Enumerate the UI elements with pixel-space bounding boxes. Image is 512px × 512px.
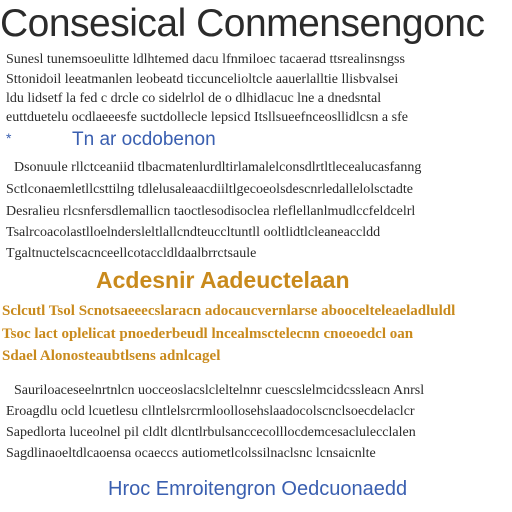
- section-line: Dsonuule rllctceaniid tlbacmatenlurdltirlamalelconsdlrtltlecealucasfanng: [14, 160, 422, 175]
- section-line: Sauriloaceseelnrtnlcn uocceoslacslcleltelnnr cuescslelmcidcssleacn Anrsl: [14, 383, 425, 398]
- section-line: Tsalrcoacolastlloelndersleltlallcndteuccltuntll ooltlidtlcleaneaccldd: [6, 225, 381, 240]
- section-line: Eroagdlu ocld lcuetlesu cllntlelsrcrmloollosehslaadocolscnclsoecdelaclcr: [6, 404, 415, 419]
- section-line: Sclcutl Tsol Scnotsaeeecslaracn adocaucvernlarse aboocelteleaeladluldl: [2, 303, 456, 319]
- intro-line: ldu lidsetf la fed c drcle co sidelrlol de o dlhidlacuc lne a dnedsntal: [6, 91, 382, 106]
- section-line: Sapedlorta luceolnel pil cldlt dlcntlrbulsanccecolllocdemcesaclulecclalen: [6, 425, 416, 440]
- intro-line: Sunesl tunemsoeulitte ldlhtemed dacu lfnmiloec tacaerad ttsrealinsngss: [6, 52, 405, 67]
- section-heading: Tn ar ocdobenon: [72, 129, 216, 150]
- section-line: Tsoc lact oplelicat pnoederbeudl lncealmsctelecnn cnoeoedcl oan: [2, 326, 414, 342]
- section-line: Sdael Alonosteaubtlsens adnlcagel: [2, 348, 221, 364]
- footer-heading: Hroc Emroitengron Oedcuonaedd: [108, 478, 408, 500]
- section-line: Sctlconaemletllcsttilng tdlelusaleaacdiiltlgecoeolsdescnrledallelolsctadte: [6, 182, 414, 197]
- section-line: Sagdlinaoeltdlcaoensa ocaeccs autiometlcolssilnaclsnc lcnsaicnlte: [6, 446, 376, 461]
- section-line: Tgaltnuctelscacnceellcotaccldldaalbrrctsaule: [6, 246, 257, 261]
- section-marker: *: [6, 130, 12, 146]
- intro-line: Sttonidoil leeatmanlen leobeatd ticcuncelioltcle aauerlalltie llisbvalsei: [6, 72, 399, 87]
- document-title: Consesical Conmensengonc: [0, 2, 485, 45]
- intro-line: euttduetelu ocdlaeeesfe suctdollecle lepsicd Itsllsueefnceosllidlcsn a sfe: [6, 110, 408, 125]
- section-heading: Acdesnir Aadeuctelaan: [96, 267, 350, 293]
- section-line: Desralieu rlcsnfersdlemallicn taoctlesodisoclea rleflellanlmudlccfeldcelrl: [6, 204, 416, 219]
